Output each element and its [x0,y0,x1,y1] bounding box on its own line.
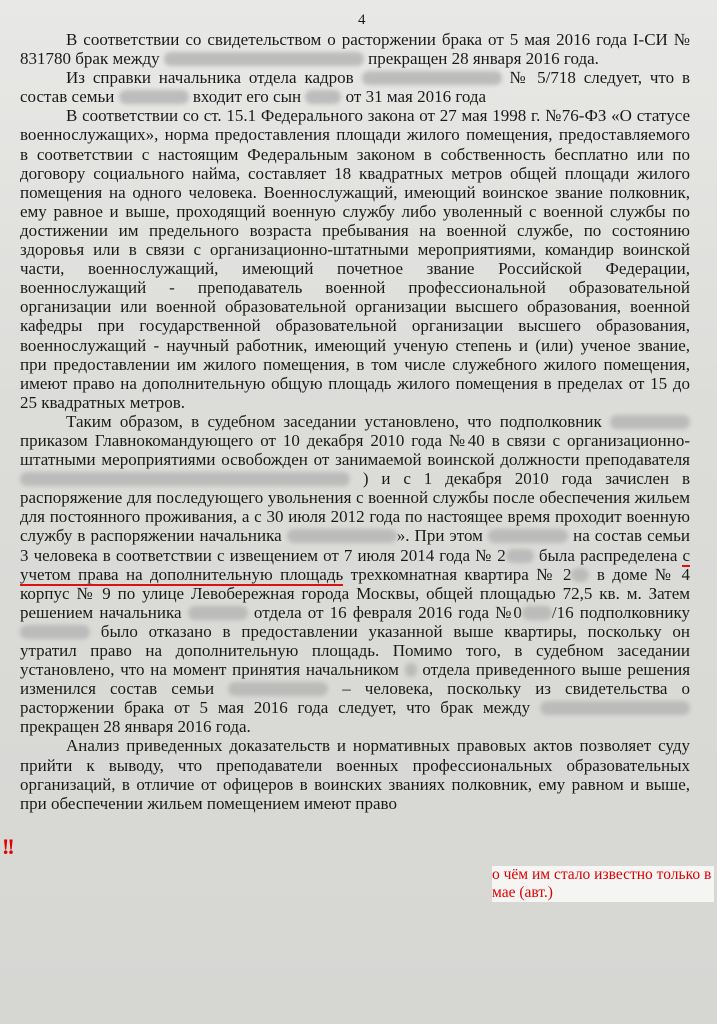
redaction [164,52,364,66]
author-margin-note: о чём им стало известно только в мае (авт.) [492,866,714,902]
paragraph-analysis: Анализ приведенных доказательств и нормативных правовых актов позволяет суду прийти к выводу, что преподаватели военных профессиональных образовательных организаций, в отличие от офицеров в воинских званиях полковник, ему равном и выше, при обеспечении жильем помещением имеют право [20,736,690,813]
redaction [362,71,502,85]
redaction [405,663,417,677]
redaction [119,90,189,104]
redaction [506,549,534,563]
redaction [540,701,690,715]
redaction [610,415,690,429]
redaction [305,90,341,104]
paragraph-divorce: В соответствии со свидетельством о расторжении брака от 5 мая 2016 года I-СИ № 831780 брак между прекращен 28 января 2016 года. [20,30,690,69]
paragraph-findings: Таким образом, в судебном заседании установлено, что подполковник приказом Главнокомандующего от 10 декабря 2010 года №40 в связи с организационно-штатными мероприятиями освобожден от занимаемой воинской должности преподавателя ) и с 1 декабря 2010 года зачислен в распоряжение для последующего увольнения с военной службы после обеспечения жильем для постоянного проживания, а с 30 июля 2012 года по настоящее время проходит военную службу в распоряжении начальника ». При этом на состав семьи 3 человека в соответствии с извещением от 7 июля 2014 года № 2 была распределена с учетом права на дополнительную площадь трехкомнатная квартира № 2 в доме № 4 корпус № 9 по улице Левобережная города Москвы, общей площадью 72,5 кв. м. Затем решением начальника отдела от 16 февраля 2016 года №0 /16 подполковнику было отказано в предоставлении указанной выше квартиры, поскольку он утратил право на дополнительную площадь. Помимо того, в судебном заседании установлено, что на момент принятия начальником отдела приведенного выше решения изменился состав семьи – человека, поскольку из свидетельства о расторжении брака от 5 мая 2016 года следует, что брак между прекращен 28 января 2016 года. [20,411,691,737]
page-number: 4 [358,12,366,28]
redaction [571,568,589,582]
redaction [20,625,90,639]
paragraph-hr-certificate: Из справки начальника отдела кадров № 5/718 следует, что в состав семьи входит его сын от 31 мая 2016 года [20,68,691,107]
redaction [188,606,248,620]
redaction [287,529,397,543]
redaction [522,606,552,620]
paragraph-law: В соответствии со ст. 15.1 Федерального закона от 27 мая 1998 г. №76-ФЗ «О статусе военнослужащих», норма предоставления площади жилого помещения, предоставляемого в соответствии с настоящим Федеральным законом в собственность бесплатно или по договору социального найма, составляет 18 квадратных метров общей площади жилого помещения на одного человека. Военнослужащий, имеющий воинское звание полковник, ему равное и выше, проходящий военную службу либо уволенный с военной службы по достижении им предельного возраста пребывания на военной службе, по состоянию здоровья или в связи с организационно-штатными мероприятиями, командир воинской части, военнослужащий, имеющий почетное звание Российской Федерации, военнослужащий - преподаватель военной профессиональной образовательной организации или военной образовательной организации высшего образования, военной кафедры при государственной образовательной организации высшего образования, военнослужащий - научный работник, имеющий ученую степень и (или) ученое звание, при предоставлении им жилого помещения, в том числе служебного жилого помещения, имеют право на дополнительную общую площадь жилого помещения в пределах от 15 до 25 квадратных метров. [20,106,690,412]
redaction [20,472,350,486]
redaction [488,529,568,543]
document-body [20,30,690,813]
handwritten-exclamation-marks: !! [2,834,13,859]
underlined-phrase: с учетом права на дополнительную площадь [20,545,690,584]
redaction [228,682,328,696]
